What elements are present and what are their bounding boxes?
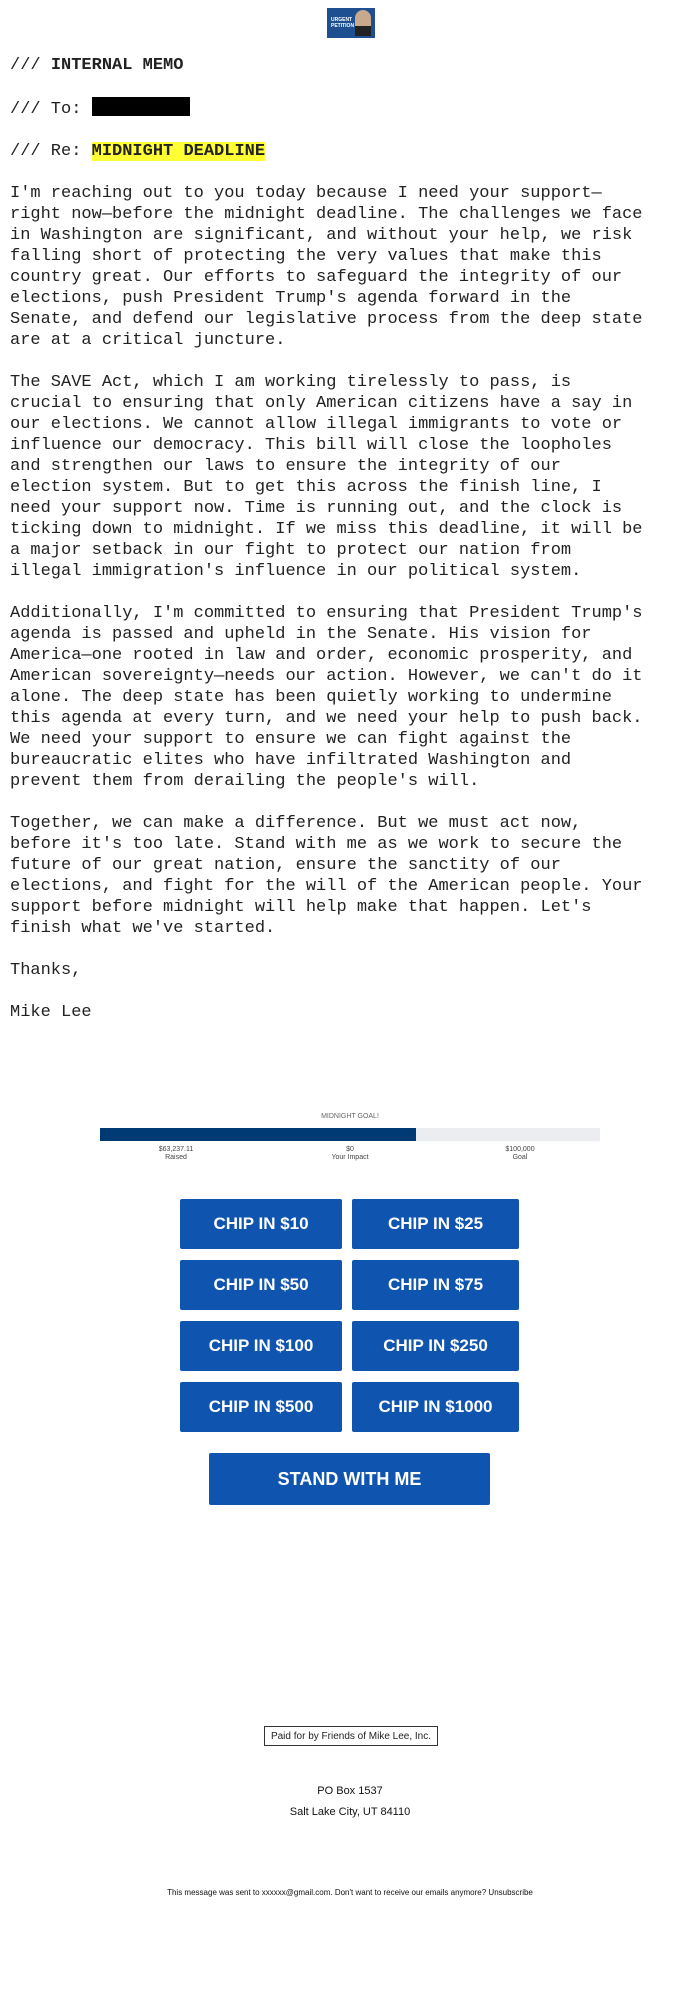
memo-re-label: /// Re: <box>10 142 92 161</box>
chip-in-25-button[interactable]: CHIP IN $25 <box>352 1199 519 1249</box>
memo-body <box>10 55 690 1044</box>
memo-to-line <box>10 97 690 120</box>
goal-value: $100,000 <box>505 1146 535 1153</box>
impact-label: Your Impact <box>331 1154 369 1161</box>
paid-for-disclaimer: Paid for by Friends of Mike Lee, Inc. <box>264 1726 438 1746</box>
memo-re-line <box>10 141 690 162</box>
chip-in-1000-button[interactable]: CHIP IN $1000 <box>352 1382 519 1432</box>
address-line-2: Salt Lake City, UT 84110 <box>289 1806 411 1818</box>
signoff: Thanks, <box>10 961 82 980</box>
chip-in-50-button[interactable]: CHIP IN $50 <box>180 1260 342 1310</box>
portrait-icon <box>355 10 371 36</box>
chip-in-100-button[interactable]: CHIP IN $100 <box>180 1321 342 1371</box>
chip-in-75-button[interactable]: CHIP IN $75 <box>352 1260 519 1310</box>
logo-text: URGENT PETITION <box>331 17 355 29</box>
memo-paragraph: Together, we can make a difference. But we must act now, before it's too late. Stand with me as we work to secure the future of our great nation, ensure the sanctity of our elections, and fight for the will of the American people. Your support before midnight will help make that happen. Let's finish what we've started. <box>10 814 643 938</box>
chip-in-500-button[interactable]: CHIP IN $500 <box>180 1382 342 1432</box>
redacted-name <box>92 97 190 116</box>
raised-value: $63,237.11 <box>158 1146 194 1153</box>
goal-label: MIDNIGHT GOAL! <box>321 1113 379 1120</box>
chip-in-10-button[interactable]: CHIP IN $10 <box>180 1199 342 1249</box>
memo-paragraph: Additionally, I'm committed to ensuring that President Trump's agenda is passed and upheld in the Senate. His vision for America—one rooted in law and order, economic prosperity, and American sovereignty—needs our action. However, we can't do it alone. The deep state has been quietly working to undermine this agenda at every turn, and we need your help to push back. We need your support to ensure we can fight against the bureaucratic elites who have infiltrated Washington and prevent them from derailing the people's will. <box>10 604 643 791</box>
memo-header-line <box>10 55 690 76</box>
stand-with-me-button[interactable]: STAND WITH ME <box>209 1453 490 1505</box>
unsubscribe-notice[interactable]: This message was sent to xxxxxx@gmail.com. Don't want to receive our emails anymore? Unsubscribe <box>167 1888 533 1897</box>
impact-stat <box>290 1146 410 1162</box>
chip-in-250-button[interactable]: CHIP IN $250 <box>352 1321 519 1371</box>
campaign-logo <box>327 8 375 38</box>
goal-label-small: Goal <box>512 1154 528 1161</box>
goal-progress-fill <box>100 1128 416 1141</box>
memo-prefix: /// <box>10 56 51 75</box>
goal-progress-bar <box>100 1128 600 1141</box>
memo-subject: MIDNIGHT DEADLINE <box>91 142 266 161</box>
memo-paragraph: I'm reaching out to you today because I need your support— right now—before the midnight deadline. The challenges we face in Washington are significant, and without your help, we risk falling short of protecting the very values that make this country great. Our efforts to safeguard the integrity of our elections, push President Trump's agenda forward in the Senate, and defend our legislative process from the deep state are at a critical juncture. <box>10 184 643 350</box>
address-line-1: PO Box 1537 <box>317 1785 383 1797</box>
memo-to-label: /// To: <box>10 100 92 119</box>
raised-stat <box>116 1146 236 1162</box>
signature: Mike Lee <box>10 1003 92 1022</box>
impact-value: $0 <box>346 1146 354 1153</box>
raised-label: Raised <box>165 1154 187 1161</box>
memo-paragraph: The SAVE Act, which I am working tirelessly to pass, is crucial to ensuring that only American citizens have a say in our elections. We cannot allow illegal immigrants to vote or influence our democracy. This bill will close the loopholes and strengthen our laws to ensure the integrity of our election system. But to get this across the finish line, I need your support now. Time is running out, and the clock is ticking down to midnight. If we miss this deadline, it will be a major setback in our fight to protect our nation from illegal immigration's influence in our political system. <box>10 373 643 581</box>
memo-title: INTERNAL MEMO <box>50 56 184 75</box>
goal-stat <box>460 1146 580 1162</box>
